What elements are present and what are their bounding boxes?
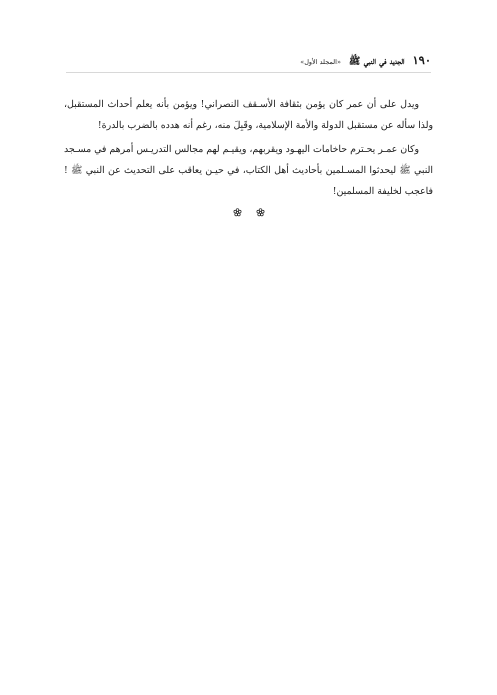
flower-ornament-icon [233, 208, 242, 217]
header-subtitle: «المجلد الأول» [300, 58, 341, 66]
paragraph-2: وكان عمـر يحـترم حاخامات اليهـود ويقربهم، ويقيـم لهم مجالس التدريـس أمرهم في مسـجد النبي ﷺ ليحدثوا المسـلمين بأحاديث أهل الكتاب، في حيـن يعاقب على التحديث عن النبي ﷺ ! فاعجب لخليفة المسلمين! [64, 144, 433, 197]
flower-ornament-icon [256, 208, 265, 217]
header-title: الجديد في النبي ﷺ [348, 56, 405, 67]
header-divider [66, 72, 431, 73]
page-number: ١٩٠ [412, 53, 431, 67]
paragraph-1: ويدل على أن عمر كان يؤمن بثقافة الأسـقف النصراني! ويؤمن بأنه يعلم أحداث المستقبل، ولذا سأله عن مستقبل الدولة والأمة الإسلامية، وقَبِلَ منه، رغم أنه هدده بالضرب بالدرة! [64, 99, 433, 131]
body-text [64, 94, 433, 205]
running-header [66, 53, 431, 69]
section-end-ornaments [0, 208, 497, 217]
